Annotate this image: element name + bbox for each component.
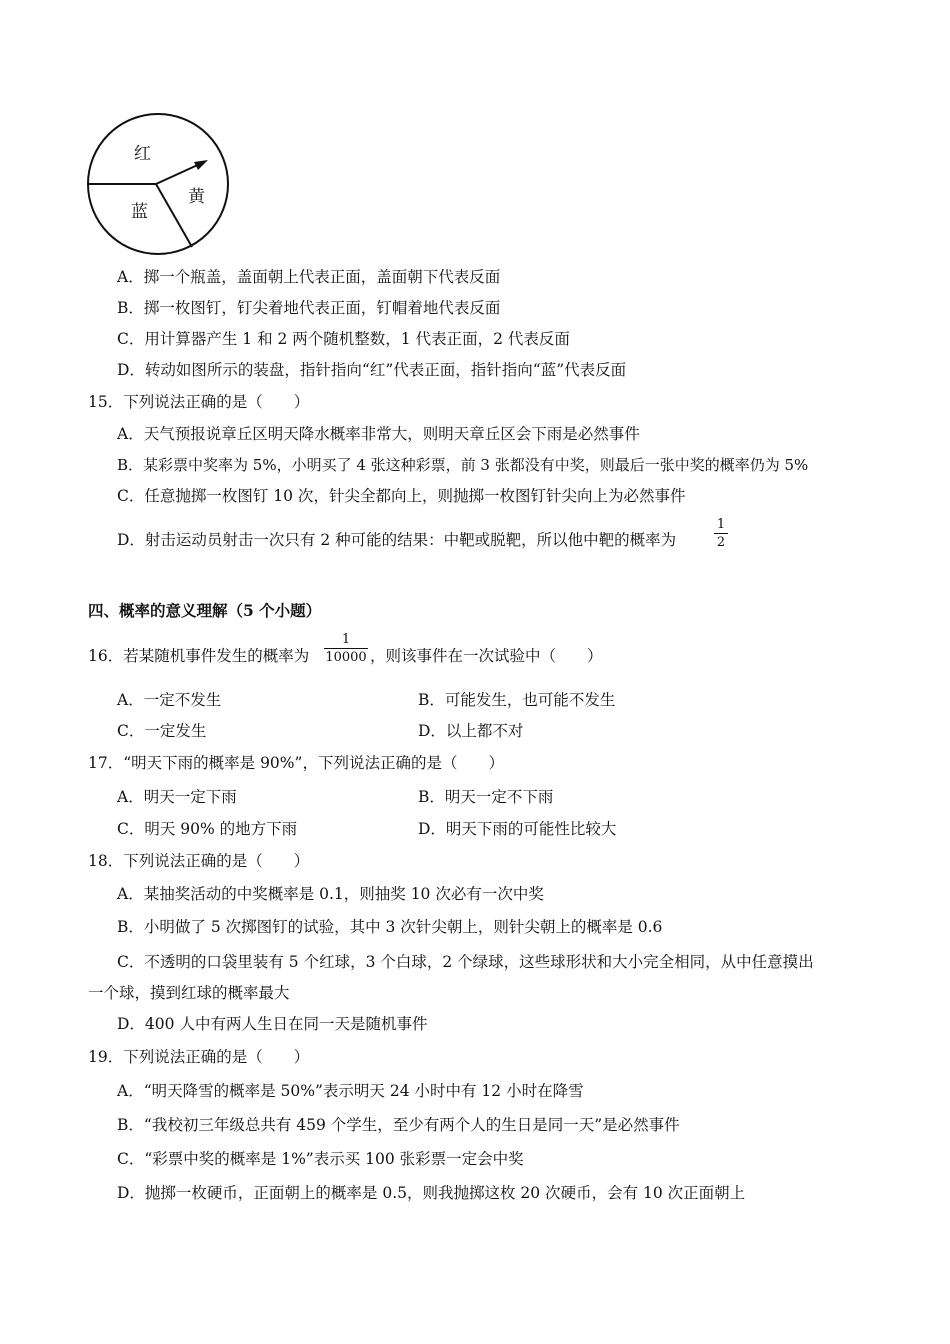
q19-option-d: D．抛掷一枚硬币，正面朝上的概率是 0.5，则我抛掷这枚 20 次硬币，会有 10 次正面朝上 <box>117 1184 746 1202</box>
q16-option-a: A．一定不发生 <box>117 691 222 709</box>
q16-option-b: B．可能发生，也可能不发生 <box>418 691 616 709</box>
q16-stem-after: ，则该事件在一次试验中（ ） <box>370 647 603 665</box>
q19-stem: 19．下列说法正确的是（ ） <box>88 1048 310 1066</box>
q18-option-b: B．小明做了 5 次掷图钉的试验，其中 3 次针尖朝上，则针尖朝上的概率是 0.6 <box>117 918 663 936</box>
q15-option-b: B．某彩票中奖率为 5%，小明买了 4 张这种彩票，前 3 张都没有中奖，则最后一张中奖的概率仍为 5% <box>117 456 809 474</box>
q15-fraction-denominator: 2 <box>716 535 726 550</box>
q16-fraction-numerator: 1 <box>341 632 351 647</box>
q16-option-c: C．一定发生 <box>117 722 207 740</box>
q17-option-d: D．明天下雨的可能性比较大 <box>418 820 617 838</box>
q18-stem: 18．下列说法正确的是（ ） <box>88 852 310 870</box>
pointer-arrowhead <box>194 160 208 170</box>
q16-fraction-denominator: 10000 <box>325 650 367 665</box>
divider-lower <box>156 184 192 247</box>
q16-fraction-bar <box>324 648 368 649</box>
q19-option-b: B．“我校初三年级总共有 459 个学生，至少有两个人的生日是同一天”是必然事件 <box>117 1116 680 1134</box>
spinner-label-red: 红 <box>134 144 151 164</box>
q15-fraction <box>714 517 728 550</box>
q18-option-d: D．400 人中有两人生日在同一天是随机事件 <box>117 1015 428 1033</box>
q15-option-a: A．天气预报说章丘区明天降水概率非常大，则明天章丘区会下雨是必然事件 <box>117 425 640 443</box>
q15-fraction-numerator: 1 <box>716 517 726 532</box>
pointer-shaft <box>156 163 202 184</box>
q14-option-a: A．掷一个瓶盖，盖面朝上代表正面，盖面朝下代表反面 <box>117 268 501 286</box>
q18-option-c-continued: 一个球，摸到红球的概率最大 <box>88 984 290 1002</box>
q19-option-c: C．“彩票中奖的概率是 1%”表示买 100 张彩票一定会中奖 <box>117 1150 524 1168</box>
q15-stem: 15．下列说法正确的是（ ） <box>88 393 310 411</box>
q17-option-a: A．明天一定下雨 <box>117 788 237 806</box>
q18-option-a: A．某抽奖活动的中奖概率是 0.1，则抽奖 10 次必有一次中奖 <box>117 885 544 903</box>
q19-option-a: A．“明天降雪的概率是 50%”表示明天 24 小时中有 12 小时在降雪 <box>117 1082 584 1100</box>
q17-stem: 17．“明天下雨的概率是 90%”，下列说法正确的是（ ） <box>88 754 504 772</box>
q17-option-b: B．明天一定不下雨 <box>418 788 554 806</box>
q15-fraction-bar <box>714 533 728 534</box>
spinner-figure <box>84 110 234 256</box>
q15-option-c: C．任意抛掷一枚图钉 10 次，针尖全都向上，则抛掷一枚图钉针尖向上为必然事件 <box>117 487 686 505</box>
q18-option-c: C．不透明的口袋里装有 5 个红球，3 个白球，2 个绿球，这些球形状和大小完全相同，从中任意摸出 <box>117 953 814 971</box>
q17-option-c: C．明天 90% 的地方下雨 <box>117 820 298 838</box>
spinner-label-blue: 蓝 <box>131 202 148 222</box>
q16-stem-before: 16．若某随机事件发生的概率为 <box>88 647 310 665</box>
spinner-label-yellow: 黄 <box>188 187 205 207</box>
q14-option-d: D．转动如图所示的装盘，指针指向“红”代表正面，指针指向“蓝”代表反面 <box>117 361 627 379</box>
q16-option-d: D．以上都不对 <box>418 722 524 740</box>
q15-option-d: D．射击运动员射击一次只有 2 种可能的结果：中靶或脱靶，所以他中靶的概率为 <box>117 531 677 549</box>
section-heading: 四、概率的意义理解（5 个小题） <box>88 601 322 620</box>
q14-option-b: B．掷一枚图钉，钉尖着地代表正面，钉帽着地代表反面 <box>117 299 501 317</box>
q16-fraction <box>324 632 368 665</box>
q14-option-c: C．用计算器产生 1 和 2 两个随机整数，1 代表正面，2 代表反面 <box>117 330 570 348</box>
